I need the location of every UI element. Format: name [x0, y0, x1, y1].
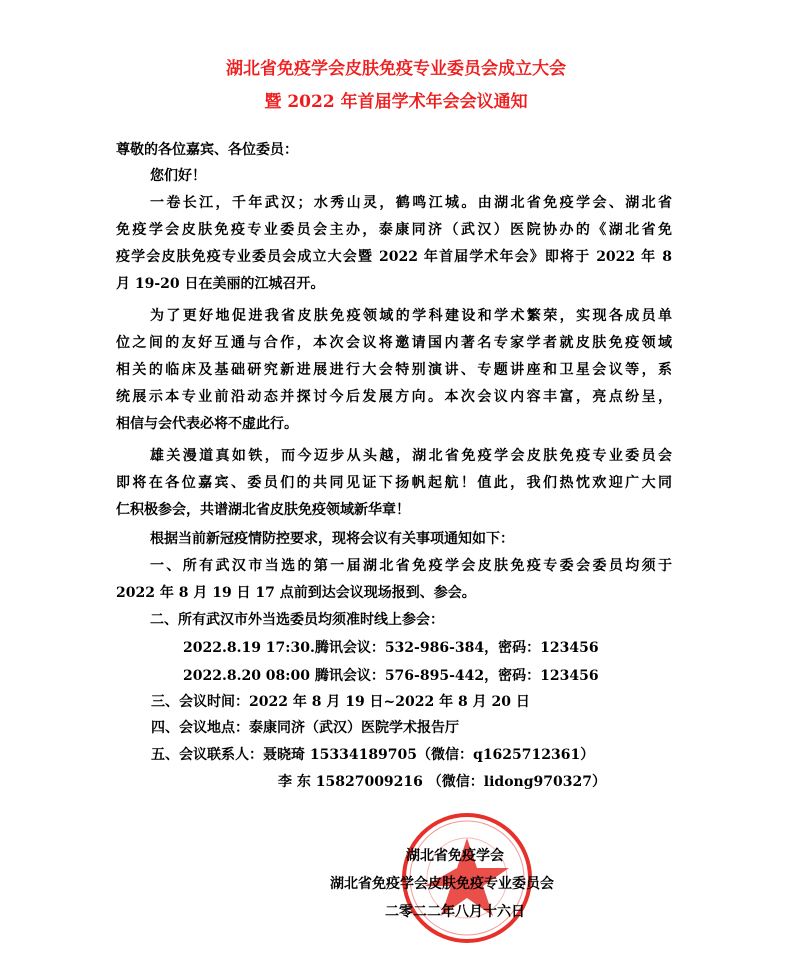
item3: 三、会议时间：2022 年 8 月 19 日~2022 年 8 月 20 日: [151, 694, 530, 710]
signature-org1: 湖北省免疫学会: [406, 848, 504, 864]
meeting2: 2022.8.20 08:00 腾讯会议：576-895-442，密码：123456: [183, 668, 599, 684]
item4: 四、会议地点：泰康同济（武汉）医院学术报告厅: [151, 720, 459, 736]
para1-line3: 疫学会皮肤免疫专业委员会成立大会暨 2022 年首届学术年会》即将于 2022 年 8: [116, 249, 672, 265]
notice-intro: 根据当前新冠疫情防控要求，现将会议有关事项通知如下：: [150, 531, 514, 547]
salutation: 尊敬的各位嘉宾、各位委员：: [116, 142, 298, 158]
greeting: 您们好！: [150, 168, 206, 184]
para1-line1: 一卷长江，千年武汉；水秀山灵，鹤鸣江城。由湖北省免疫学会、湖北省: [150, 195, 672, 211]
para2-line1: 为了更好地促进我省皮肤免疫领域的学科建设和学术繁荣，实现各成员单: [150, 308, 672, 324]
document-title-line2: 暨 2022 年首届学术年会会议通知: [264, 92, 528, 112]
para2-line4: 统展示本专业前沿动态并探讨今后发展方向。本次会议内容丰富，亮点纷呈，: [116, 389, 672, 405]
signature-org2: 湖北省免疫学会皮肤免疫专业委员会: [330, 876, 554, 892]
item1-line1: 一、所有武汉市当选的第一届湖北省免疫学会皮肤免疫专委会委员均须于: [150, 558, 672, 574]
para3-line3: 仁积极参会，共谱湖北省皮肤免疫领域新华章！: [116, 502, 410, 518]
para2-line3: 相关的临床及基础研究新进展进行大会特别演讲、专题讲座和卫星会议等，系: [116, 362, 672, 378]
item2: 二、所有武汉市外当选委员均须准时线上参会：: [150, 612, 444, 628]
contact2: 李 东 15827009216 （微信：lidong970327）: [278, 774, 606, 790]
signature-date: 二零二二年八月十六日: [385, 904, 525, 920]
document-title-line1: 湖北省免疫学会皮肤免疫专业委员会成立大会: [226, 59, 566, 79]
para1-line2: 免疫学会皮肤免疫专业委员会主办，泰康同济（武汉）医院协办的《湖北省免: [116, 222, 672, 238]
item1-line2: 2022 年 8 月 19 日 17 点前到达会议现场报到、参会。: [116, 585, 476, 601]
meeting1: 2022.8.19 17:30.腾讯会议：532-986-384，密码：123456: [183, 640, 599, 656]
para3-line1: 雄关漫道真如铁，而今迈步从头越，湖北省免疫学会皮肤免疫专业委员会: [150, 448, 672, 464]
para3-line2: 即将在各位嘉宾、委员们的共同见证下扬帆起航！值此，我们热忱欢迎广大同: [116, 475, 672, 491]
para1-line4: 月 19-20 日在美丽的江城召开。: [116, 276, 325, 292]
para2-line5: 相信与会代表必将不虚此行。: [116, 416, 298, 432]
item5: 五、会议联系人：聂晓琦 15334189705（微信：q1625712361）: [151, 747, 595, 763]
para2-line2: 位之间的友好互通与合作，本次会议将邀请国内著名专家学者就皮肤免疫领域: [116, 335, 672, 351]
